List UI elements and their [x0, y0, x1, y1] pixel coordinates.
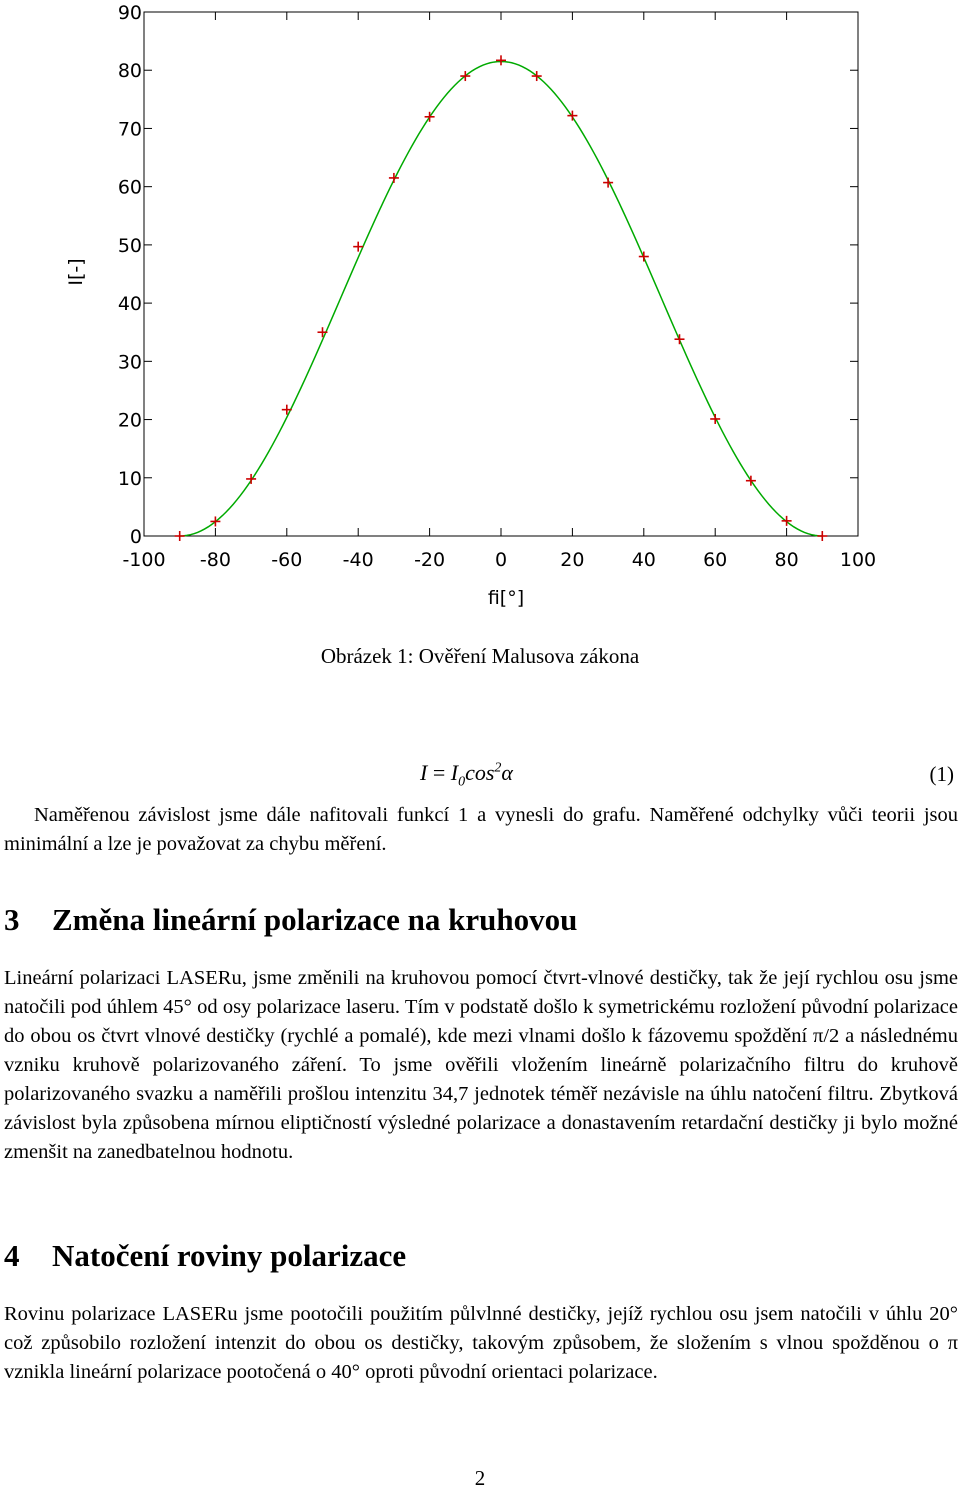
y-tick-label: 90 [117, 2, 142, 24]
equation [420, 760, 513, 790]
data-point [675, 334, 685, 344]
section-4-paragraph: Rovinu polarizace LASERu jsme pootočili použitím půlvlnné destičky, jejíž rychlou osu jsem natočili v úhlu 20° což způsobilo rozložení intenzit do obou os destičky, takovým způsobem, že složením s vlnou spožděnou o π vznikla lineární polarizace pootočená o 40° oproti původní orientaci polarizace. [4, 1303, 958, 1383]
y-tick-label: 70 [117, 118, 142, 141]
data-point [318, 327, 328, 337]
section-4-title: Natočení roviny polarizace [52, 1238, 407, 1273]
malus-chart [0, 0, 960, 620]
y-tick-label: 10 [117, 467, 142, 490]
y-axis-label: I[-] [65, 258, 87, 286]
data-point [175, 531, 185, 541]
y-tick-label: 80 [117, 60, 142, 83]
x-tick-label: 100 [839, 549, 877, 571]
equation-cos: cos [465, 760, 495, 785]
equation-superscript: 2 [494, 760, 502, 776]
section-3-heading [4, 902, 577, 938]
data-point [496, 55, 506, 65]
section-4-heading [4, 1238, 406, 1274]
data-point [425, 112, 435, 122]
data-points [175, 55, 828, 541]
x-tick-label: 0 [494, 549, 508, 571]
y-tick-label: 0 [129, 526, 142, 548]
x-tick-label: 40 [631, 549, 656, 571]
paragraph-fit-text: Naměřenou závislost jsme dále nafitovali funkcí 1 a vynesli do grafu. Naměřené odchylky vůči teorii jsou minimální a lze je považovat za chybu měření. [4, 804, 958, 855]
equation-lhs: I [420, 760, 428, 785]
equation-number: (1) [929, 762, 954, 786]
data-point [817, 531, 827, 541]
section-3-number: 3 [4, 902, 20, 937]
y-tick-label: 40 [117, 293, 142, 316]
x-tick-label: 60 [703, 549, 728, 571]
plot-frame [144, 12, 858, 536]
paragraph-fit [4, 801, 958, 859]
x-tick-label: -40 [342, 549, 374, 571]
x-axis-label: fi[°] [487, 587, 525, 609]
y-axis-ticks [118, 2, 858, 548]
section-3-paragraph: Lineární polarizaci LASERu, jsme změnili na kruhovou pomocí čtvrt-vlnové destičky, tak že její rychlou osu jsme natočili pod úhlem 45° od osy polarizace laseru. Tím v podstatě došlo k symetrickému rozložení původní polarizace do obou os čtvrt vlnové destičky (rychlé a pomalé), kde mezi vlnami došlo k fázovemu spoždění π/2 a následnému vzniku kruhově polarizovaného záření. To jsme ověřili vložením lineárně polarizačního filtru do kruhově polarizovaného svazku a naměřili prošlou intenzitu 34,7 jednotek téměř nezávisle na úhlu natočení filtru. Zbytková závislost byla způsobena mírnou eliptičností výsledné polarizace a donastavením retardační destičky ji bylo možné zmenšit na zanedbatelnou hodnotu. [4, 967, 958, 1163]
x-tick-label: -80 [199, 549, 231, 571]
x-tick-label: -20 [414, 549, 446, 571]
equation-subscript: 0 [458, 774, 466, 790]
figure-caption: Obrázek 1: Ověření Malusova zákona [320, 644, 640, 668]
data-point [746, 476, 756, 486]
data-point [639, 252, 649, 262]
fit-curve [180, 61, 823, 536]
x-tick-label: -100 [122, 549, 166, 571]
data-point [710, 414, 720, 424]
section-4-number: 4 [4, 1238, 20, 1273]
x-tick-label: -60 [271, 549, 303, 571]
section-3-title: Změna lineární polarizace na kruhovou [52, 902, 578, 937]
equation-i0: I [450, 760, 459, 785]
y-tick-label: 30 [117, 351, 142, 374]
x-tick-label: 20 [560, 549, 585, 571]
data-point [282, 405, 292, 415]
y-tick-label: 50 [117, 234, 142, 257]
equation-equals: = [427, 760, 451, 785]
x-axis-ticks [122, 12, 876, 571]
page-number: 2 [474, 1466, 486, 1490]
equation-alpha: α [501, 760, 513, 785]
x-tick-label: 80 [774, 549, 799, 571]
y-tick-label: 60 [117, 176, 142, 199]
y-tick-label: 20 [117, 409, 142, 432]
